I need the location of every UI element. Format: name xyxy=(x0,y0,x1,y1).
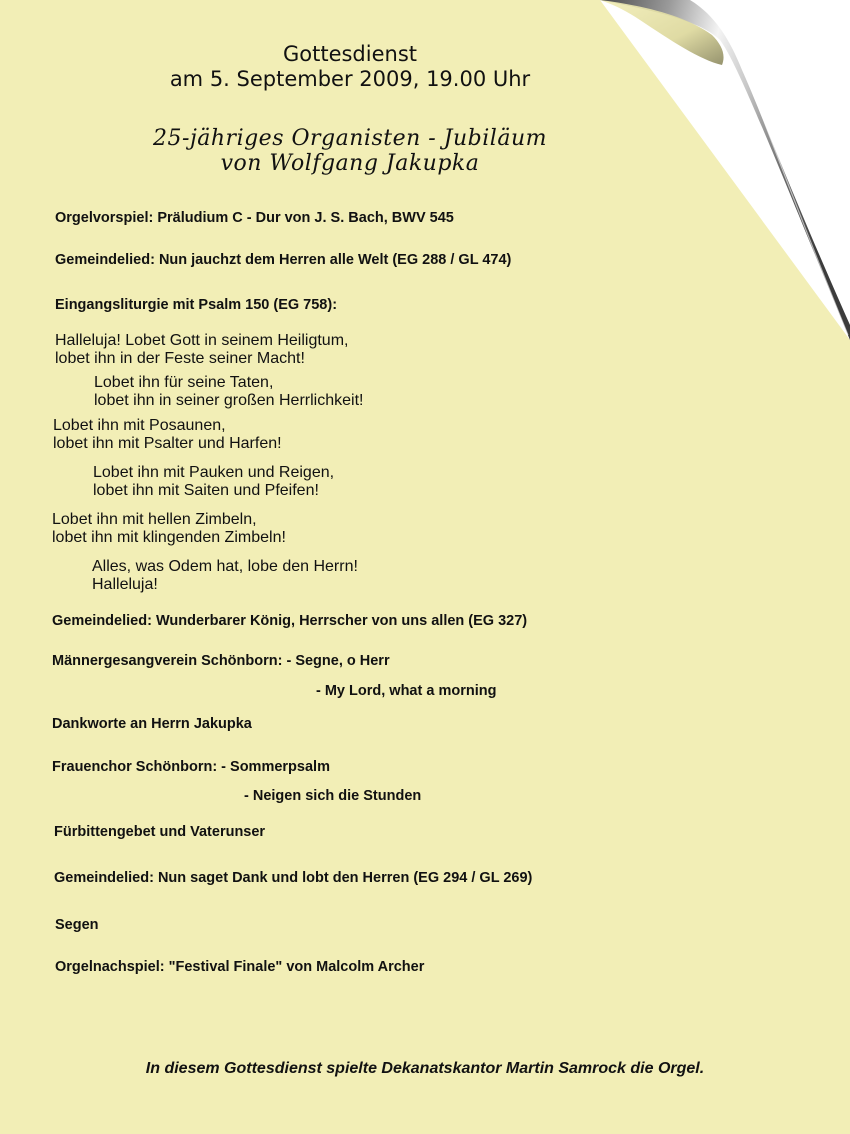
program-item-gemeindelied-3: Gemeindelied: Nun saget Dank und lobt den Herren (EG 294 / GL 269) xyxy=(54,870,533,886)
page-title: Gottesdienst xyxy=(282,42,418,66)
jubilee-honoree: von Wolfgang Jakupka xyxy=(220,151,480,176)
program-item-orgelnachspiel: Orgelnachspiel: "Festival Finale" von Malcolm Archer xyxy=(55,959,425,975)
program-item-gemeindelied-1: Gemeindelied: Nun jauchzt dem Herren alle Welt (EG 288 / GL 474) xyxy=(55,252,512,268)
program-item-fuerbitten: Fürbittengebet und Vaterunser xyxy=(54,824,266,840)
program-item-maennergesang: Männergesangverein Schönborn: - Segne, o Herr xyxy=(52,653,390,669)
psalm-line: Lobet ihn mit hellen Zimbeln, xyxy=(52,511,257,528)
psalm-line: Lobet ihn für seine Taten, xyxy=(94,374,274,391)
footer-note: In diesem Gottesdienst spielte Dekanatskantor Martin Samrock die Orgel. xyxy=(145,1060,705,1077)
psalm-line: lobet ihn mit Saiten und Pfeifen! xyxy=(93,482,319,499)
psalm-line: Halleluja! Lobet Gott in seinem Heiligtum, xyxy=(55,332,349,349)
psalm-line: Halleluja! xyxy=(92,576,158,593)
psalm-line: lobet ihn in seiner großen Herrlichkeit! xyxy=(94,392,364,409)
psalm-line: lobet ihn in der Feste seiner Macht! xyxy=(55,350,305,367)
program-item-frauenchor-2: - Neigen sich die Stunden xyxy=(244,788,422,804)
program-item-orgelvorspiel: Orgelvorspiel: Präludium C - Dur von J. S. Bach, BWV 545 xyxy=(55,210,454,226)
psalm-line: Alles, was Odem hat, lobe den Herrn! xyxy=(92,558,358,575)
program-item-maennergesang-2: - My Lord, what a morning xyxy=(316,683,497,699)
program-item-gemeindelied-2: Gemeindelied: Wunderbarer König, Herrscher von uns allen (EG 327) xyxy=(52,613,528,629)
program-item-frauenchor: Frauenchor Schönborn: - Sommerpsalm xyxy=(52,759,330,775)
psalm-line: lobet ihn mit Psalter und Harfen! xyxy=(53,435,282,452)
psalm-line: Lobet ihn mit Posaunen, xyxy=(53,417,226,434)
program-item-dankworte: Dankworte an Herrn Jakupka xyxy=(52,716,252,732)
page-date: am 5. September 2009, 19.00 Uhr xyxy=(169,67,531,91)
psalm-line: lobet ihn mit klingenden Zimbeln! xyxy=(52,529,286,546)
jubilee-subtitle: 25-jähriges Organisten - Jubiläum xyxy=(153,126,547,151)
psalm-line: Lobet ihn mit Pauken und Reigen, xyxy=(93,464,335,481)
program-item-segen: Segen xyxy=(55,917,99,933)
program-item-eingangsliturgie: Eingangsliturgie mit Psalm 150 (EG 758): xyxy=(55,297,338,313)
